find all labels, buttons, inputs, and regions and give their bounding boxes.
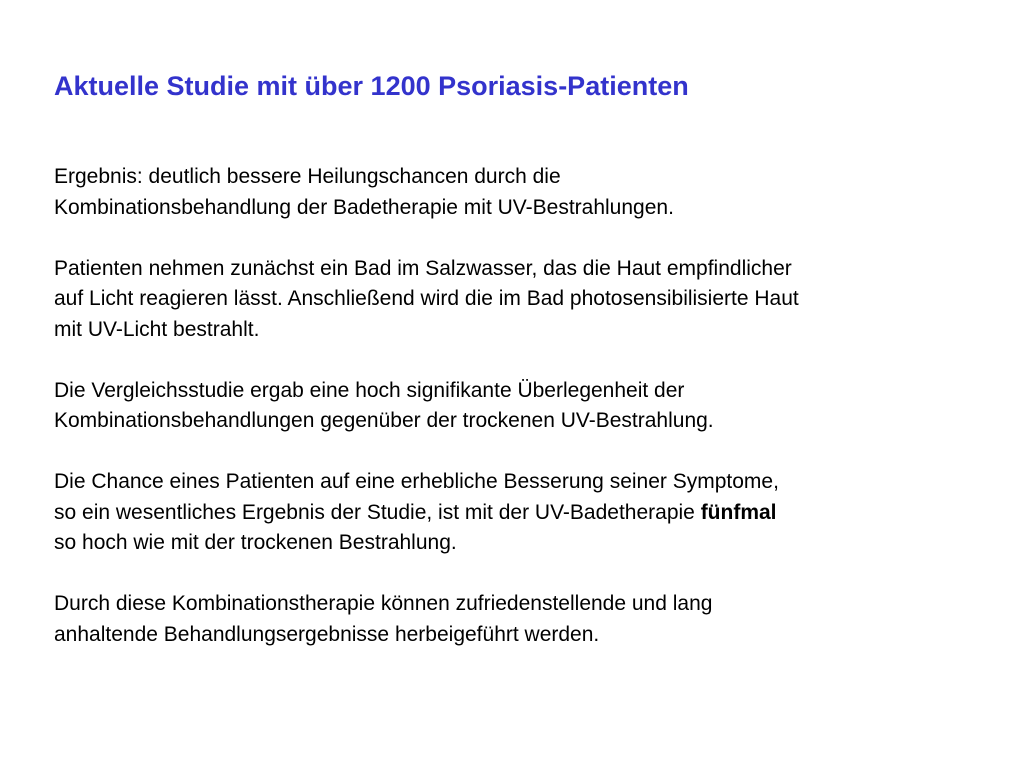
text-line: auf Licht reagieren lässt. Anschließend wird die im Bad photosensibilisierte Haut bbox=[54, 287, 799, 310]
paragraph-procedure bbox=[54, 254, 994, 346]
text-line: Ergebnis: deutlich bessere Heilungschancen durch die bbox=[54, 165, 561, 188]
paragraph-result bbox=[54, 162, 994, 223]
text-line: mit UV-Licht bestrahlt. bbox=[54, 317, 260, 341]
text-line: Patienten nehmen zunächst ein Bad im Salzwasser, das die Haut empfindlicher bbox=[54, 256, 792, 280]
text-segment: so ein wesentliches Ergebnis der Studie, ist mit der UV-Badetherapie bbox=[54, 500, 701, 524]
text-line bbox=[54, 498, 994, 529]
paragraph-comparison bbox=[54, 376, 994, 437]
text-line: Die Vergleichsstudie ergab eine hoch signifikante Überlegenheit der bbox=[54, 378, 685, 402]
text-line: Durch diese Kombinationstherapie können zufriedenstellende und lang bbox=[54, 592, 713, 615]
slide-title: Aktuelle Studie mit über 1200 Psoriasis-Patienten bbox=[54, 71, 689, 101]
paragraph-chance bbox=[54, 467, 994, 559]
paragraph-conclusion bbox=[54, 589, 994, 650]
text-line: anhaltende Behandlungsergebnisse herbeigeführt werden. bbox=[54, 622, 600, 646]
text-line: Kombinationsbehandlungen gegenüber der trockenen UV-Bestrahlung. bbox=[54, 409, 714, 432]
emphasis-fuenfmal: fünfmal bbox=[700, 500, 777, 524]
text-line: Kombinationsbehandlung der Badetherapie mit UV-Bestrahlungen. bbox=[54, 195, 674, 219]
text-line: so hoch wie mit der trockenen Bestrahlung. bbox=[54, 531, 457, 554]
text-line: Die Chance eines Patienten auf eine erhebliche Besserung seiner Symptome, bbox=[54, 470, 779, 493]
slide-body bbox=[54, 162, 994, 681]
